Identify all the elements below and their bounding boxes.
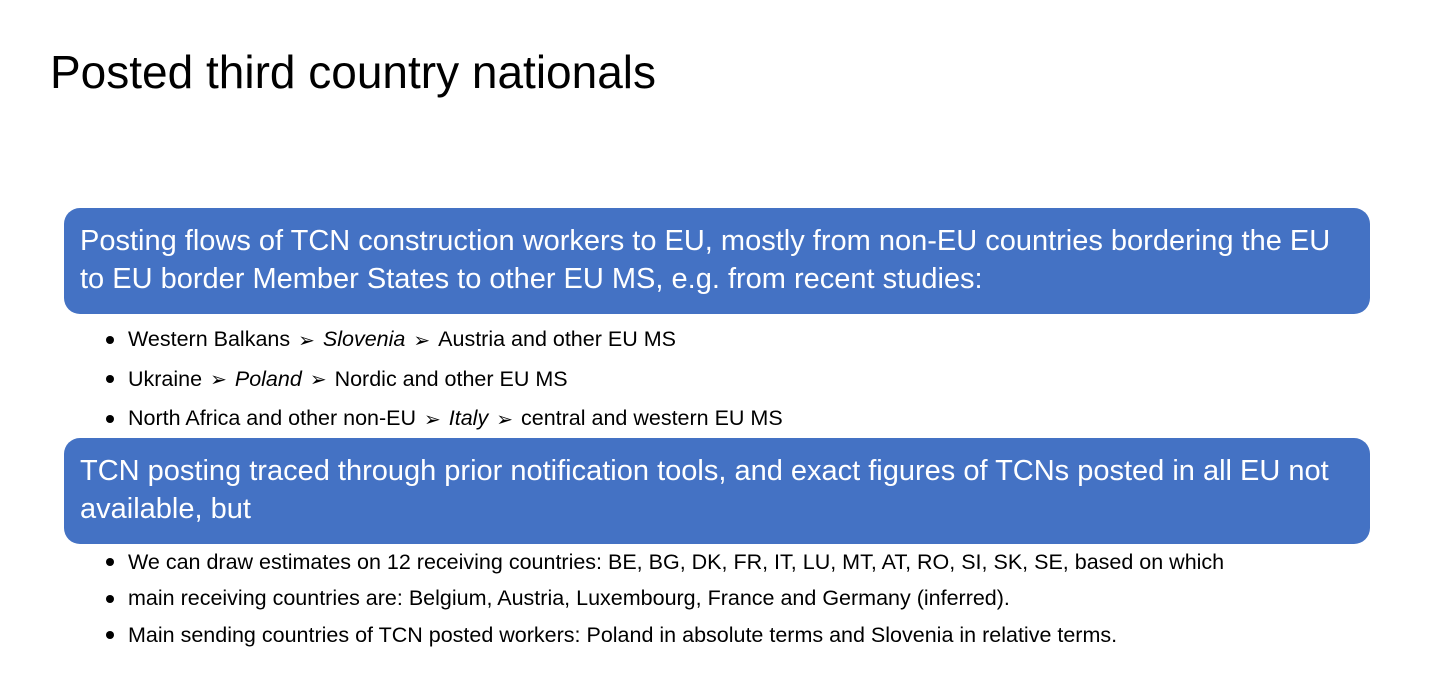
posting-flows-list — [106, 320, 783, 439]
bullet-icon — [106, 595, 114, 603]
highlight-box-tcn-posting — [64, 438, 1370, 544]
flow-origin: Ukraine — [128, 366, 203, 391]
list-item — [106, 399, 783, 439]
tcn-posting-heading: TCN posting traced through prior notification tools, and exact figures of TCNs posted in all EU not available, but — [80, 455, 1329, 525]
flow-transit: Slovenia — [322, 327, 406, 352]
arrow-icon: ➢ — [413, 327, 431, 352]
arrow-icon: ➢ — [210, 367, 227, 392]
list-item — [106, 617, 1224, 654]
bullet-icon — [106, 415, 114, 423]
list-item — [106, 360, 783, 400]
highlight-box-posting-flows — [64, 208, 1370, 314]
arrow-icon: ➢ — [424, 406, 441, 431]
flow-transit: Italy — [448, 406, 489, 431]
bullet-icon — [106, 558, 114, 566]
bullet-icon — [106, 336, 114, 344]
finding-text: We can draw estimates on 12 receiving countries: BE, BG, DK, FR, IT, LU, MT, AT, RO, SI, SK, SE, based on which — [128, 549, 1225, 574]
list-item — [106, 544, 1224, 581]
arrow-icon: ➢ — [496, 406, 513, 431]
flow-destination: central and western EU MS — [520, 406, 783, 431]
flow-destination: Nordic and other EU MS — [334, 366, 568, 391]
arrow-icon: ➢ — [309, 367, 327, 392]
bullet-icon — [106, 375, 114, 383]
flow-origin: Western Balkans — [128, 327, 291, 352]
flow-transit: Poland — [234, 366, 302, 391]
arrow-icon: ➢ — [298, 327, 315, 352]
flow-origin: North Africa and other non-EU — [128, 406, 417, 431]
findings-list — [106, 544, 1224, 654]
slide-title: Posted third country nationals — [50, 46, 657, 98]
list-item — [106, 320, 783, 360]
flow-destination: Austria and other EU MS — [438, 327, 676, 352]
posting-flows-heading: Posting flows of TCN construction workers to EU, mostly from non-EU countries bordering the EU to EU border Member States to other EU MS, e.g. from recent studies: — [80, 225, 1331, 295]
finding-text: Main sending countries of TCN posted workers: Poland in absolute terms and Slovenia in relative terms. — [128, 622, 1118, 647]
list-item — [106, 581, 1224, 618]
bullet-icon — [106, 631, 114, 639]
finding-text: main receiving countries are: Belgium, Austria, Luxembourg, France and Germany (inferred). — [128, 586, 1010, 611]
